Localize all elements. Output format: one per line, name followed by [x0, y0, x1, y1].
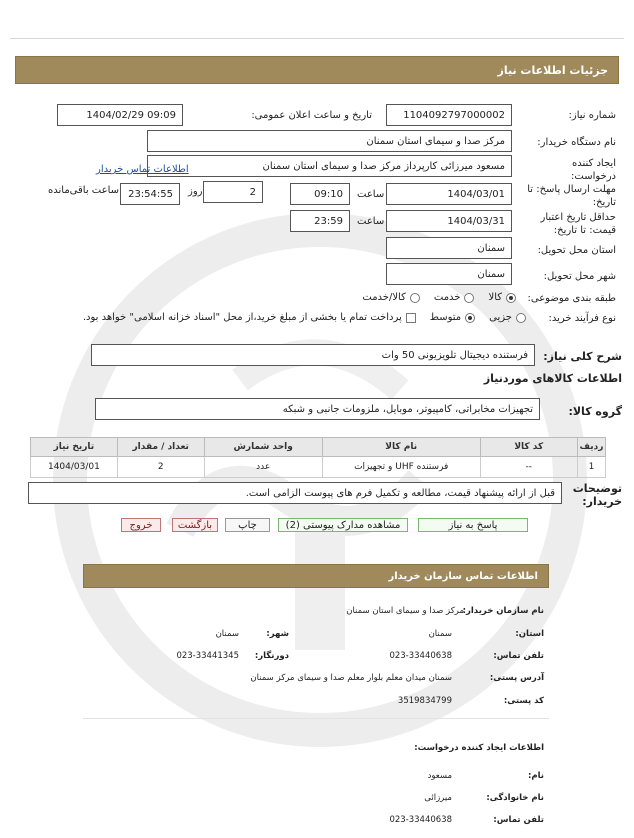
validity-date-field: 1404/03/31 [386, 210, 512, 232]
creator-first-name-value: مسعود [427, 771, 452, 781]
contact-province-label: استان: [515, 629, 544, 639]
back-button[interactable]: بازگشت [172, 518, 218, 532]
days-field: 2 [203, 181, 263, 203]
cell-name: فرستنده UHF و تجهیزات [322, 457, 480, 478]
contact-divider [83, 718, 549, 719]
col-row-header: ردیف [577, 438, 605, 457]
goods-section-title: اطلاعات کالاهای موردنیاز [483, 372, 622, 385]
col-date-header: تاریخ نیاز [31, 438, 118, 457]
remaining-time-label: ساعت باقی‌مانده [48, 185, 120, 196]
goods-group-field: تجهیزات مخابراتی، کامپیوتر، موبایل، ملزومات جانبی و شبکه [95, 398, 540, 420]
buyer-notes-field: قبل از ارائه پیشنهاد قیمت، مطالعه و تکمیل فرم های پیوست الزامی است. [28, 482, 562, 504]
radio-selected-icon [506, 293, 516, 303]
exit-button[interactable]: خروج [121, 518, 161, 532]
creator-field: مسعود میرزائی کارپرداز مرکز صدا و سیمای استان سمنان [147, 155, 512, 177]
col-code-header: کد کالا [480, 438, 577, 457]
buyer-label: نام دستگاه خریدار: [537, 137, 616, 148]
contact-city-label: شهر: [266, 629, 289, 639]
announce-field: 1404/02/29 09:09 [57, 104, 183, 126]
creator-phone-value: 023-33440638 [389, 815, 452, 825]
radio-icon [410, 293, 420, 303]
view-attachments-button[interactable]: مشاهده مدارک پیوستی (2) [278, 518, 408, 532]
validity-label: حداقل تاریخ اعتبار قیمت: تا تاریخ: [540, 212, 616, 236]
contact-phone-label: تلفن تماس: [493, 651, 544, 661]
creator-last-name-value: میرزائی [424, 793, 452, 803]
reply-date-field: 1404/03/01 [386, 183, 512, 205]
org-name-value: مرکز صدا و سیمای استان سمنان [346, 606, 464, 616]
radio-icon [516, 313, 526, 323]
contact-address-value: سمنان میدان معلم بلوار معلم صدا و سیمای مرکز سمنان [250, 673, 452, 683]
category-options [348, 292, 516, 303]
days-label: روز [188, 186, 203, 197]
purchase-option-medium[interactable]: متوسط [430, 312, 475, 323]
checkbox-icon [406, 313, 416, 323]
top-divider [10, 38, 624, 39]
city-field: سمنان [386, 263, 512, 285]
cell-qty: 2 [117, 457, 204, 478]
contact-postal-label: کد پستی: [503, 696, 544, 706]
category-option-both[interactable]: کالا/خدمت [362, 292, 420, 303]
validity-time-label: ساعت [357, 216, 385, 227]
contact-phone-value: 023-33440638 [389, 651, 452, 661]
buyer-field: مرکز صدا و سیمای استان سمنان [147, 130, 512, 152]
announce-label: تاریخ و ساعت اعلان عمومی: [251, 110, 372, 121]
summary-label: شرح کلی نیاز: [543, 350, 622, 363]
goods-table [30, 437, 606, 478]
contact-fax-value: 023-33441345 [176, 651, 239, 661]
creator-last-name-label: نام خانوادگی: [486, 793, 544, 803]
cell-unit: عدد [204, 457, 322, 478]
purchase-type-options [69, 312, 526, 323]
purchase-option-minor[interactable]: جزیی [489, 312, 526, 323]
table-header-row [31, 438, 606, 457]
need-number-field: 1104092797000002 [386, 104, 512, 126]
cell-date: 1404/03/01 [31, 457, 118, 478]
contact-province-value: سمنان [428, 629, 452, 639]
purchase-type-label: نوع فرآیند خرید: [548, 313, 616, 324]
category-option-service[interactable]: خدمت [434, 292, 475, 303]
creator-phone-label: تلفن تماس: [493, 815, 544, 825]
col-qty-header: تعداد / مقدار [117, 438, 204, 457]
contact-section-header [83, 564, 549, 588]
category-label: طبقه بندی موضوعی: [527, 293, 616, 304]
reply-deadline-label: مهلت ارسال پاسخ: تا تاریخ: [527, 184, 616, 208]
buyer-contact-link[interactable]: اطلاعات تماس خریدار [96, 164, 189, 175]
validity-time-field: 23:59 [290, 210, 350, 232]
reply-time-label: ساعت [357, 189, 385, 200]
need-number-label: شماره نیاز: [568, 110, 616, 121]
cell-code: -- [480, 457, 577, 478]
reply-button[interactable]: پاسخ به نیاز [418, 518, 528, 532]
page-title: جزئیات اطلاعات نیاز [497, 63, 608, 77]
radio-icon [464, 293, 474, 303]
contact-postal-value: 3519834799 [397, 696, 452, 706]
col-unit-header: واحد شمارش [204, 438, 322, 457]
city-label: شهر محل تحویل: [543, 271, 616, 282]
province-field: سمنان [386, 237, 512, 259]
radio-selected-icon [465, 313, 475, 323]
treasury-payment-checkbox[interactable]: پرداخت تمام یا بخشی از مبلغ خرید،از محل "اسناد خزانه اسلامی" خواهد بود. [83, 312, 416, 323]
contact-address-label: آدرس پستی: [489, 673, 544, 683]
category-option-goods[interactable]: کالا [488, 292, 516, 303]
summary-field: فرستنده دیجیتال تلویزیونی 50 وات [91, 344, 535, 366]
goods-group-label: گروه کالا: [568, 405, 622, 418]
buyer-notes-label: توضیحات خریدار: [572, 482, 622, 508]
print-button[interactable]: چاپ [225, 518, 270, 532]
contact-section-title: اطلاعات تماس سازمان خریدار [388, 570, 538, 582]
creator-first-name-label: نام: [527, 771, 544, 781]
org-name-label: نام سازمان خریدار: [462, 606, 544, 616]
page-header [15, 56, 619, 84]
creator-info-title: اطلاعات ایجاد کننده درخواست: [414, 743, 544, 753]
col-name-header: نام کالا [322, 438, 480, 457]
table-row [31, 457, 606, 478]
province-label: استان محل تحویل: [537, 245, 616, 256]
contact-fax-label: دورنگار: [254, 651, 289, 661]
cell-row: 1 [577, 457, 605, 478]
reply-time-field: 09:10 [290, 183, 350, 205]
remaining-time-field: 23:54:55 [120, 183, 180, 205]
contact-city-value: سمنان [215, 629, 239, 639]
creator-label: ایجاد کننده درخواست: [571, 158, 616, 182]
